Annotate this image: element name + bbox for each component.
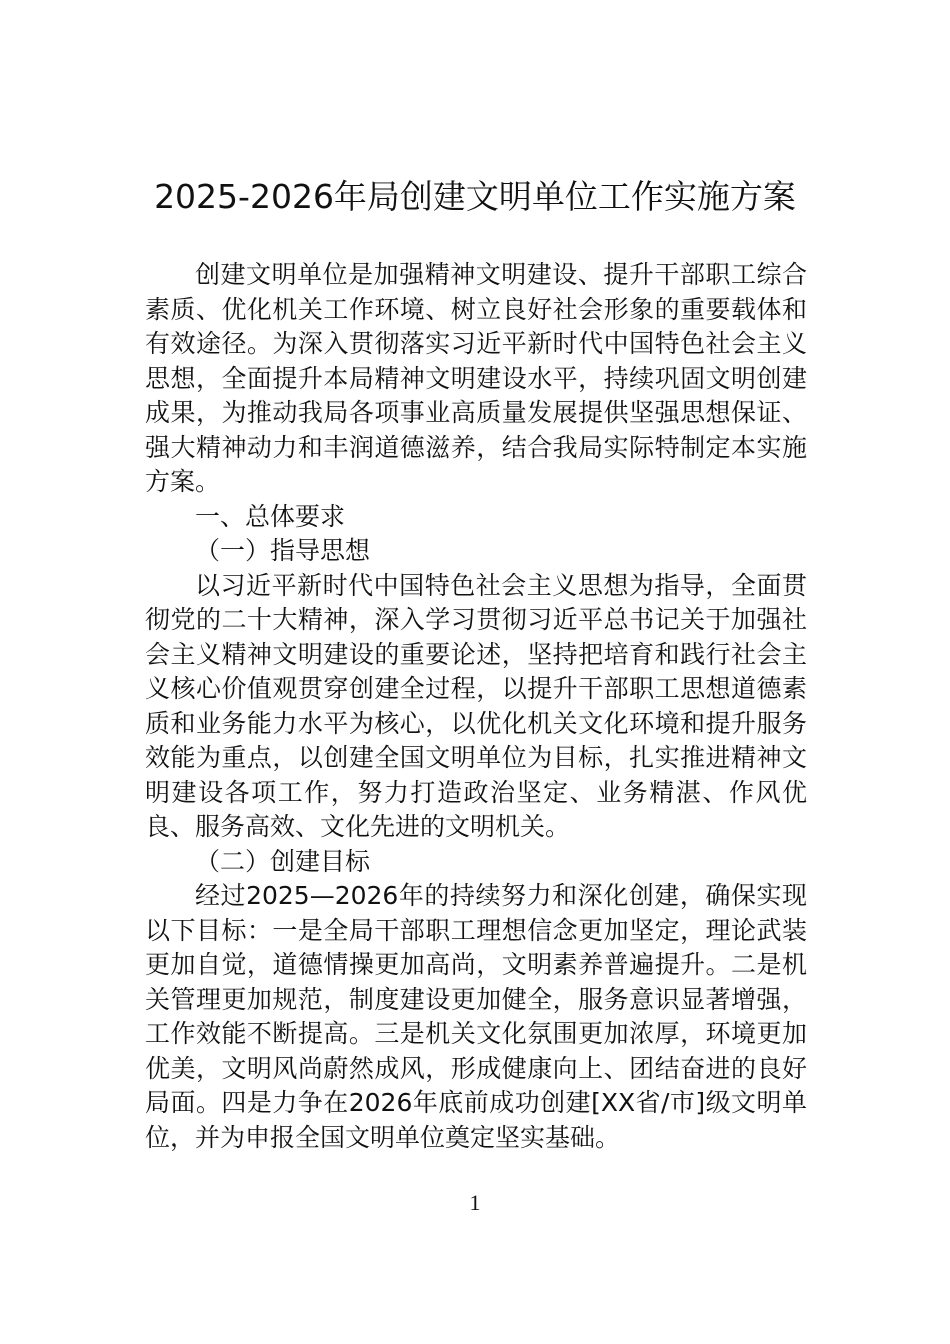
document-title: 2025-2026年局创建文明单位工作实施方案 xyxy=(154,177,796,216)
creation-goals-paragraph: 经过2025—2026年的持续努力和深化创建，确保实现以下目标：一是全局干部职工理想信念更加坚定，理论武装更加自觉，道德情操更加高尚，文明素养普遍提升。二是机关管理更加规范，制度建设更加健全，服务意识显著增强，工作效能不断提高。三是机关文化氛围更加浓厚，环境更加优美，文明风尚蔚然成风，形成健康向上、团结奋进的良好局面。四是力争在2026年底前成功创建[XX省/市]级文明单位，并为申报全国文明单位奠定坚实基础。 xyxy=(145,881,807,1152)
section-heading-general-requirements: 一、总体要求 xyxy=(195,501,346,531)
subsection-heading-guiding-ideology: （一）指导思想 xyxy=(195,536,371,565)
page-number: 1 xyxy=(469,1190,481,1215)
intro-paragraph: 创建文明单位是加强精神文明建设、提升干部职工综合素质、优化机关工作环境、树立良好社会形象的重要载体和有效途径。为深入贯彻落实习近平新时代中国特色社会主义思想，全面提升本局精神文明建设水平，持续巩固文明创建成果，为推动我局各项事业高质量发展提供坚强思想保证、强大精神动力和丰润道德滋养，结合我局实际特制定本实施方案。 xyxy=(145,260,807,496)
guiding-ideology-paragraph: 以习近平新时代中国特色社会主义思想为指导，全面贯彻党的二十大精神，深入学习贯彻习近平总书记关于加强社会主义精神文明建设的重要论述，坚持把培育和践行社会主义核心价值观贯穿创建全过程，以提升干部职工思想道德素质和业务能力水平为核心，以优化机关文化环境和提升服务效能为重点，以创建全国文明单位为目标，扎实推进精神文明建设各项工作，努力打造政治坚定、业务精湛、作风优良、服务高效、文化先进的文明机关。 xyxy=(145,570,807,841)
subsection-heading-creation-goals: （二）创建目标 xyxy=(195,846,371,876)
document-body xyxy=(145,258,807,1155)
